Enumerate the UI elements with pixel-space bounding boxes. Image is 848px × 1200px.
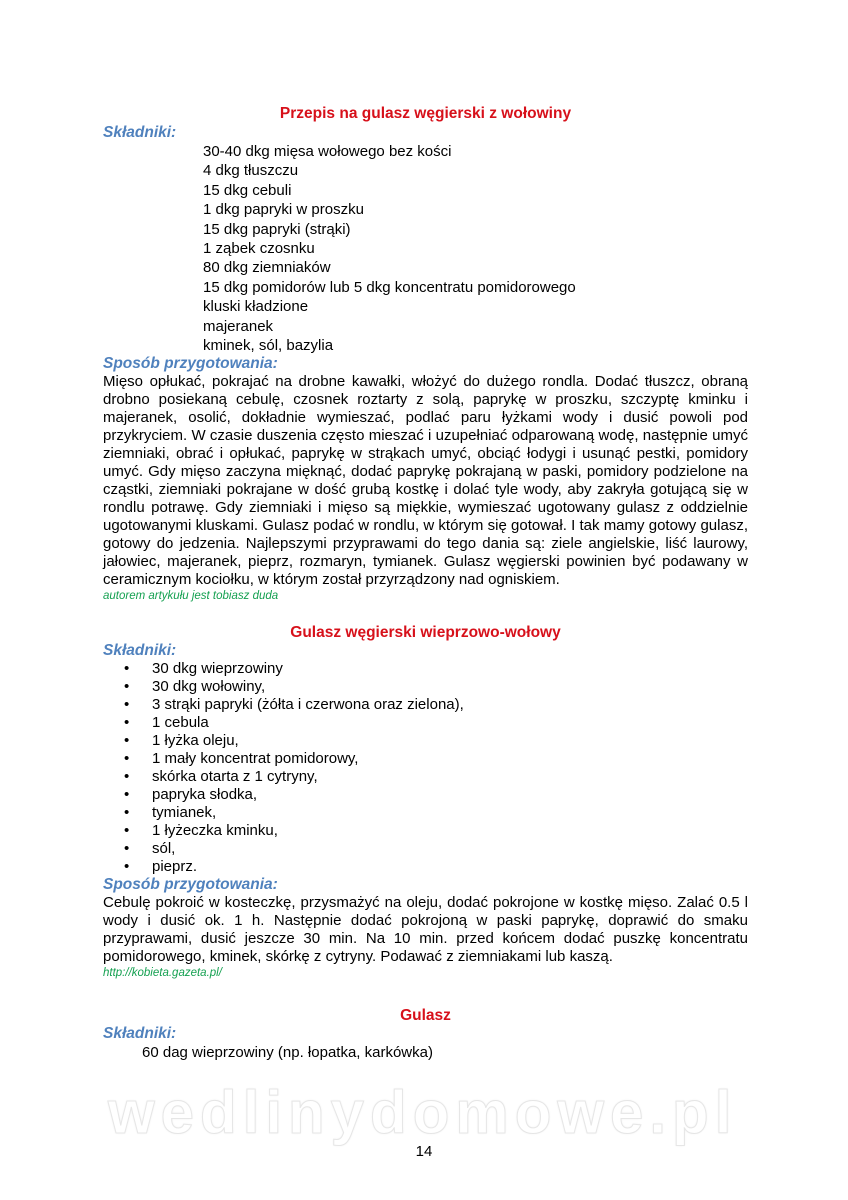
method-text: Cebulę pokroić w kosteczkę, przysmażyć na oleju, dodać pokrojone w kostkę mięso. Zalać 0.5 l wody i dusić ok. 1 h. Następnie dodać pokrojoną w paski paprykę, doprawić do smaku przyprawami, dusić jeszcze 30 min. Na 10 min. przed końcem dodać puszkę koncentratu pomidorowego, kminek, skórkę z cytryny. Podawać z ziemniakami lub kaszą. [103, 894, 748, 966]
list-item: • 1 cebula [124, 714, 748, 732]
ingredients-label: Składniki: [103, 1025, 177, 1043]
list-item: kluski kładzione [203, 298, 309, 316]
source-note: autorem artykułu jest tobiasz duda [103, 590, 279, 603]
list-item: • skórka otarta z 1 cytryny, [124, 768, 748, 786]
watermark: wedlinydomowe.pl [108, 1079, 738, 1146]
list-item: • 1 mały koncentrat pomidorowy, [124, 750, 748, 768]
ingredients-label: Składniki: [103, 642, 177, 660]
recipe-title: Gulasz [400, 1007, 451, 1025]
method-label: Sposób przygotowania: [103, 355, 278, 373]
list-item: 15 dkg papryki (strąki) [203, 220, 351, 238]
list-item: • 30 dkg wołowiny, [124, 678, 748, 696]
recipe-title: Przepis na gulasz węgierski z wołowiny [279, 105, 572, 122]
recipe-title: Gulasz węgierski wieprzowo-wołowy [290, 624, 561, 642]
ingredients-list [203, 142, 748, 355]
list-item: • 30 dkg wieprzowiny [124, 660, 748, 678]
list-item: majeranek [203, 317, 274, 335]
ingredients-list [124, 660, 748, 876]
page-content [103, 104, 748, 1062]
list-item: 15 dkg cebuli [203, 181, 292, 199]
list-item: 80 dkg ziemniaków [203, 259, 331, 277]
list-item: 1 dkg papryki w proszku [203, 201, 364, 219]
list-item: 4 dkg tłuszczu [203, 162, 299, 180]
method-label: Sposób przygotowania: [103, 876, 278, 894]
list-item: • tymianek, [124, 804, 748, 822]
method-text: Mięso opłukać, pokrajać na drobne kawałki, włożyć do dużego rondla. Dodać tłuszcz, obraną drobno posiekaną cebulę, czosnek roztarty z solą, paprykę w proszku, szczyptę kminku i majeranek, osolić, dokładnie wymieszać, podlać paru łyżkami wody i dusić powoli pod przykryciem. W czasie duszenia często mieszać i uzupełniać odparowaną wodę, następnie umyć ziemniaki, obrać i opłukać, paprykę w strąkach umyć, obciąć łodygi i usunąć pestki, pomidory umyć. Gdy mięso zaczyna mięknąć, dodać paprykę pokrajaną w paski, pomidory podzielone na cząstki, ziemniaki pokrajane w dość grubą kostkę i dolać tyle wody, aby zakryła gotującą się w rondlu potrawę. Gdy ziemniaki i mięso są miękkie, wymieszać ugotowany gulasz z oddzielnie ugotowanymi kluskami. Gulasz podać w rondlu, w którym się gotował. I tak mamy gotowy gulasz, gotowy do jedzenia. Najlepszymi przyprawami do tego dania są: ziele angielskie, liść laurowy, jałowiec, majeranek, pieprz, rozmaryn, tymianek. Gulasz węgierski powinien być podawany w ceramicznym kociołku, w którym został przyrządzony nad ogniskiem. [103, 373, 748, 589]
list-item: • papryka słodka, [124, 786, 748, 804]
source-link[interactable]: http://kobieta.gazeta.pl/ [103, 967, 222, 980]
list-item: • pieprz. [124, 858, 748, 876]
page-number: 14 [415, 1143, 433, 1160]
list-item: 30-40 dkg mięsa wołowego bez kości [203, 143, 452, 160]
ingredients-label: Składniki: [103, 124, 177, 141]
list-item: • sól, [124, 840, 748, 858]
list-item: 15 dkg pomidorów lub 5 dkg koncentratu pomidorowego [203, 278, 576, 296]
list-item: • 1 łyżeczka kminku, [124, 822, 748, 840]
list-item: • 3 strąki papryki (żółta i czerwona oraz zielona), [124, 696, 748, 714]
list-item: kminek, sól, bazylia [203, 337, 334, 355]
list-item: 60 dag wieprzowiny (np. łopatka, karkówka) [142, 1044, 433, 1062]
list-item: • 1 łyżka oleju, [124, 732, 748, 750]
list-item: 1 ząbek czosnku [203, 240, 315, 258]
